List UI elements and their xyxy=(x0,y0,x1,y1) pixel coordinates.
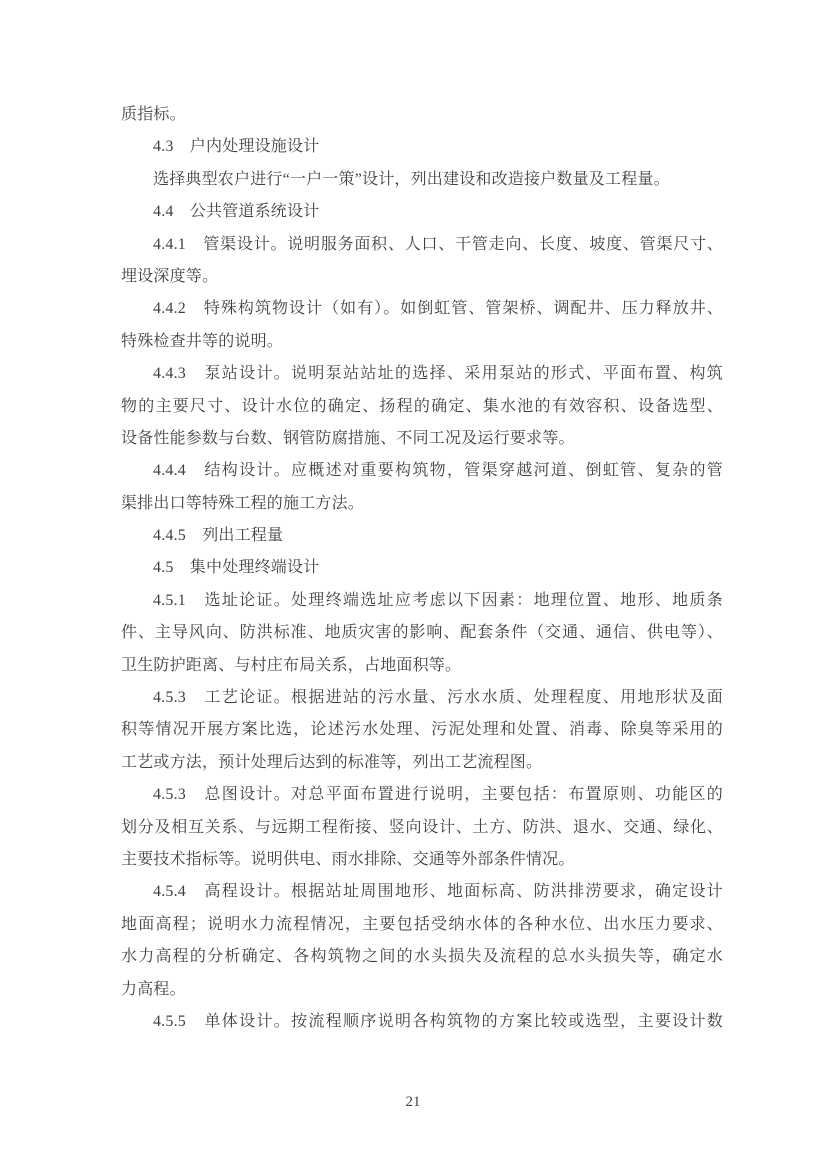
text-line: 4.4 公共管道系统设计 xyxy=(153,203,320,221)
text-line: 特殊检查井等的说明。 xyxy=(121,332,284,350)
document-body xyxy=(121,99,723,1038)
text-line: 4.4.2 特殊构筑物设计（如有）。如倒虹管、管架桥、调配井、压力释放井、 xyxy=(153,300,723,318)
text-line: 4.5.1 选址论证。处理终端选址应考虑以下因素：地理位置、地形、地质条 xyxy=(153,591,723,609)
text-line: 工艺或方法，预计处理后达到的标准等，列出工艺流程图。 xyxy=(121,753,543,771)
text-line: 4.5.3 总图设计。对总平面布置进行说明，主要包括：布置原则、功能区的 xyxy=(153,786,723,804)
text-line: 4.5 集中处理终端设计 xyxy=(153,559,320,577)
text-line: 件、主导风向、防洪标准、地质灾害的影响、配套条件（交通、通信、供电等）、 xyxy=(121,624,723,642)
text-line: 渠排出口等特殊工程的施工方法。 xyxy=(121,494,365,512)
text-line: 划分及相互关系、与远期工程衔接、竖向设计、土方、防洪、退水、交通、绿化、 xyxy=(121,818,723,836)
text-line: 主要技术指标等。说明供电、雨水排除、交通等外部条件情况。 xyxy=(121,850,575,868)
text-line: 卫生防护距离、与村庄布局关系，占地面积等。 xyxy=(121,656,462,674)
text-line: 选择典型农户进行“一户一策”设计，列出建设和改造接户数量及工程量。 xyxy=(153,170,670,188)
text-line: 4.3 户内处理设施设计 xyxy=(153,138,320,156)
text-line: 物的主要尺寸、设计水位的确定、扬程的确定、集水池的有效容积、设备选型、 xyxy=(121,397,723,415)
text-line: 4.4.5 列出工程量 xyxy=(153,527,284,545)
text-line: 4.4.3 泵站设计。说明泵站站址的选择、采用泵站的形式、平面布置、构筑 xyxy=(153,365,723,383)
text-line: 地面高程；说明水力流程情况，主要包括受纳水体的各种水位、出水压力要求、 xyxy=(121,915,723,933)
text-line: 4.5.5 单体设计。按流程顺序说明各构筑物的方案比较或选型，主要设计数 xyxy=(153,1012,723,1030)
text-line: 4.5.3 工艺论证。根据进站的污水量、污水水质、处理程度、用地形状及面 xyxy=(153,689,723,707)
text-line: 质指标。 xyxy=(121,106,186,123)
text-line: 设备性能参数与台数、钢管防腐措施、不同工况及运行要求等。 xyxy=(121,429,575,447)
text-line: 力高程。 xyxy=(121,980,186,998)
text-line: 4.4.4 结构设计。应概述对重要构筑物，管渠穿越河道、倒虹管、复杂的管 xyxy=(153,462,723,480)
page-number: 21 xyxy=(405,1094,421,1110)
text-line: 4.5.4 高程设计。根据站址周围地形、地面标高、防洪排涝要求，确定设计 xyxy=(153,883,723,901)
text-line: 水力高程的分析确定、各构筑物之间的水头损失及流程的总水头损失等，确定水 xyxy=(121,948,723,966)
text-line: 4.4.1 管渠设计。说明服务面积、人口、干管走向、长度、坡度、管渠尺寸、 xyxy=(153,235,723,253)
text-line: 埋设深度等。 xyxy=(121,267,219,285)
text-line: 积等情况开展方案比选，论述污水处理、污泥处理和处置、消毒、除臭等采用的 xyxy=(121,721,723,739)
